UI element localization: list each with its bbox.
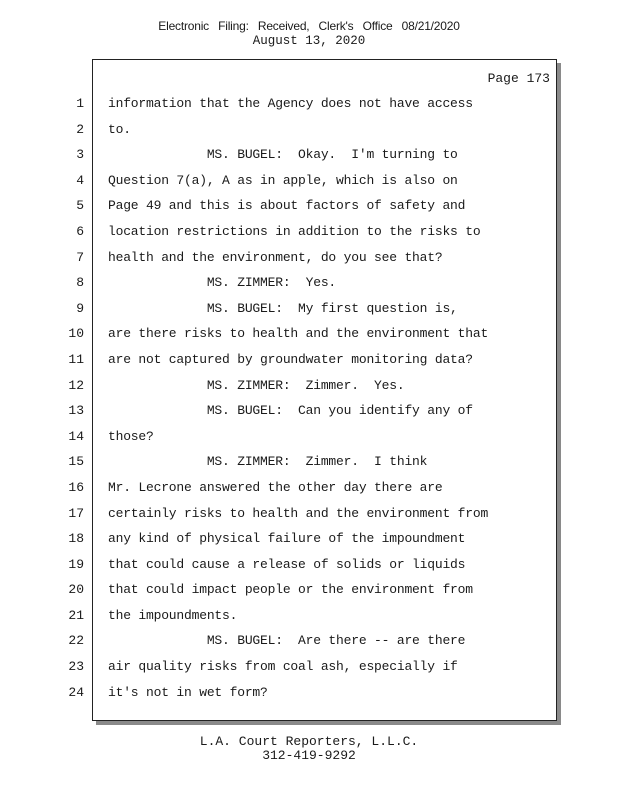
- transcript-line: Question 7(a), A as in apple, which is also on: [108, 172, 458, 188]
- transcript-date: August 13, 2020: [252, 34, 366, 48]
- line-number: 17: [68, 505, 84, 521]
- transcript-line: Page 49 and this is about factors of safety and: [108, 198, 466, 214]
- line-number: 22: [68, 633, 84, 649]
- court-reporter-phone: 312-419-9292: [262, 748, 356, 763]
- transcript-line: to.: [108, 121, 131, 137]
- line-number: 11: [68, 351, 84, 367]
- court-reporter-name: L.A. Court Reporters, L.L.C.: [199, 734, 419, 749]
- line-number: 3: [76, 147, 84, 163]
- filing-stamp: Electronic Filing: Received, Clerk's Office 08/21/2020: [158, 19, 460, 33]
- line-number: 19: [68, 556, 84, 572]
- transcript-line: information that the Agency does not have access: [108, 96, 473, 111]
- line-number: 4: [76, 172, 84, 188]
- transcript-line: location restrictions in addition to the risks to: [108, 223, 481, 239]
- line-number: 2: [76, 121, 84, 137]
- transcript-line: any kind of physical failure of the impoundment: [108, 531, 466, 547]
- line-number: 14: [68, 428, 84, 444]
- transcript-line: MS. ZIMMER: Yes.: [108, 275, 337, 291]
- transcript-line: health and the environment, do you see that?: [108, 249, 443, 265]
- transcript-line: MS. BUGEL: Can you identify any of: [108, 403, 473, 419]
- line-number: 5: [76, 198, 84, 214]
- transcript-line: certainly risks to health and the environment from: [108, 505, 489, 521]
- line-number: 20: [68, 582, 84, 598]
- transcript-line: are not captured by groundwater monitoring data?: [108, 351, 473, 367]
- line-number: 21: [68, 607, 84, 623]
- line-number: 13: [68, 403, 84, 419]
- transcript-line: it's not in wet form?: [108, 684, 268, 700]
- line-number: 12: [68, 377, 84, 393]
- line-number: 8: [76, 275, 84, 291]
- transcript-line: air quality risks from coal ash, especially if: [108, 659, 458, 675]
- line-number: 6: [76, 223, 84, 239]
- page-number: Page 173: [487, 71, 550, 86]
- transcript-line: MS. BUGEL: My first question is,: [108, 300, 458, 316]
- line-number: 23: [68, 659, 84, 675]
- line-number: 15: [68, 454, 84, 470]
- line-number: 18: [68, 531, 84, 547]
- line-number: 16: [68, 479, 84, 495]
- transcript-line: MS. BUGEL: Are there -- are there: [108, 633, 466, 649]
- line-number: 24: [68, 684, 84, 700]
- transcript-line: MS. BUGEL: Okay. I'm turning to: [108, 147, 458, 163]
- transcript-line: the impoundments.: [108, 607, 238, 623]
- line-number: 10: [68, 326, 84, 342]
- transcript-line: Mr. Lecrone answered the other day there are: [108, 479, 443, 495]
- transcript-line: MS. ZIMMER: Zimmer. I think: [108, 454, 428, 470]
- line-number-column: [60, 91, 84, 705]
- transcript-lines: [108, 91, 553, 705]
- transcript-line: MS. ZIMMER: Zimmer. Yes.: [108, 377, 405, 393]
- line-number: 1: [76, 96, 84, 111]
- transcript-line: that could impact people or the environment from: [108, 582, 473, 598]
- transcript-line: that could cause a release of solids or liquids: [108, 556, 466, 572]
- line-number: 9: [76, 300, 84, 316]
- transcript-line: are there risks to health and the environment that: [108, 326, 489, 342]
- transcript-line: those?: [108, 428, 154, 444]
- line-number: 7: [76, 249, 84, 265]
